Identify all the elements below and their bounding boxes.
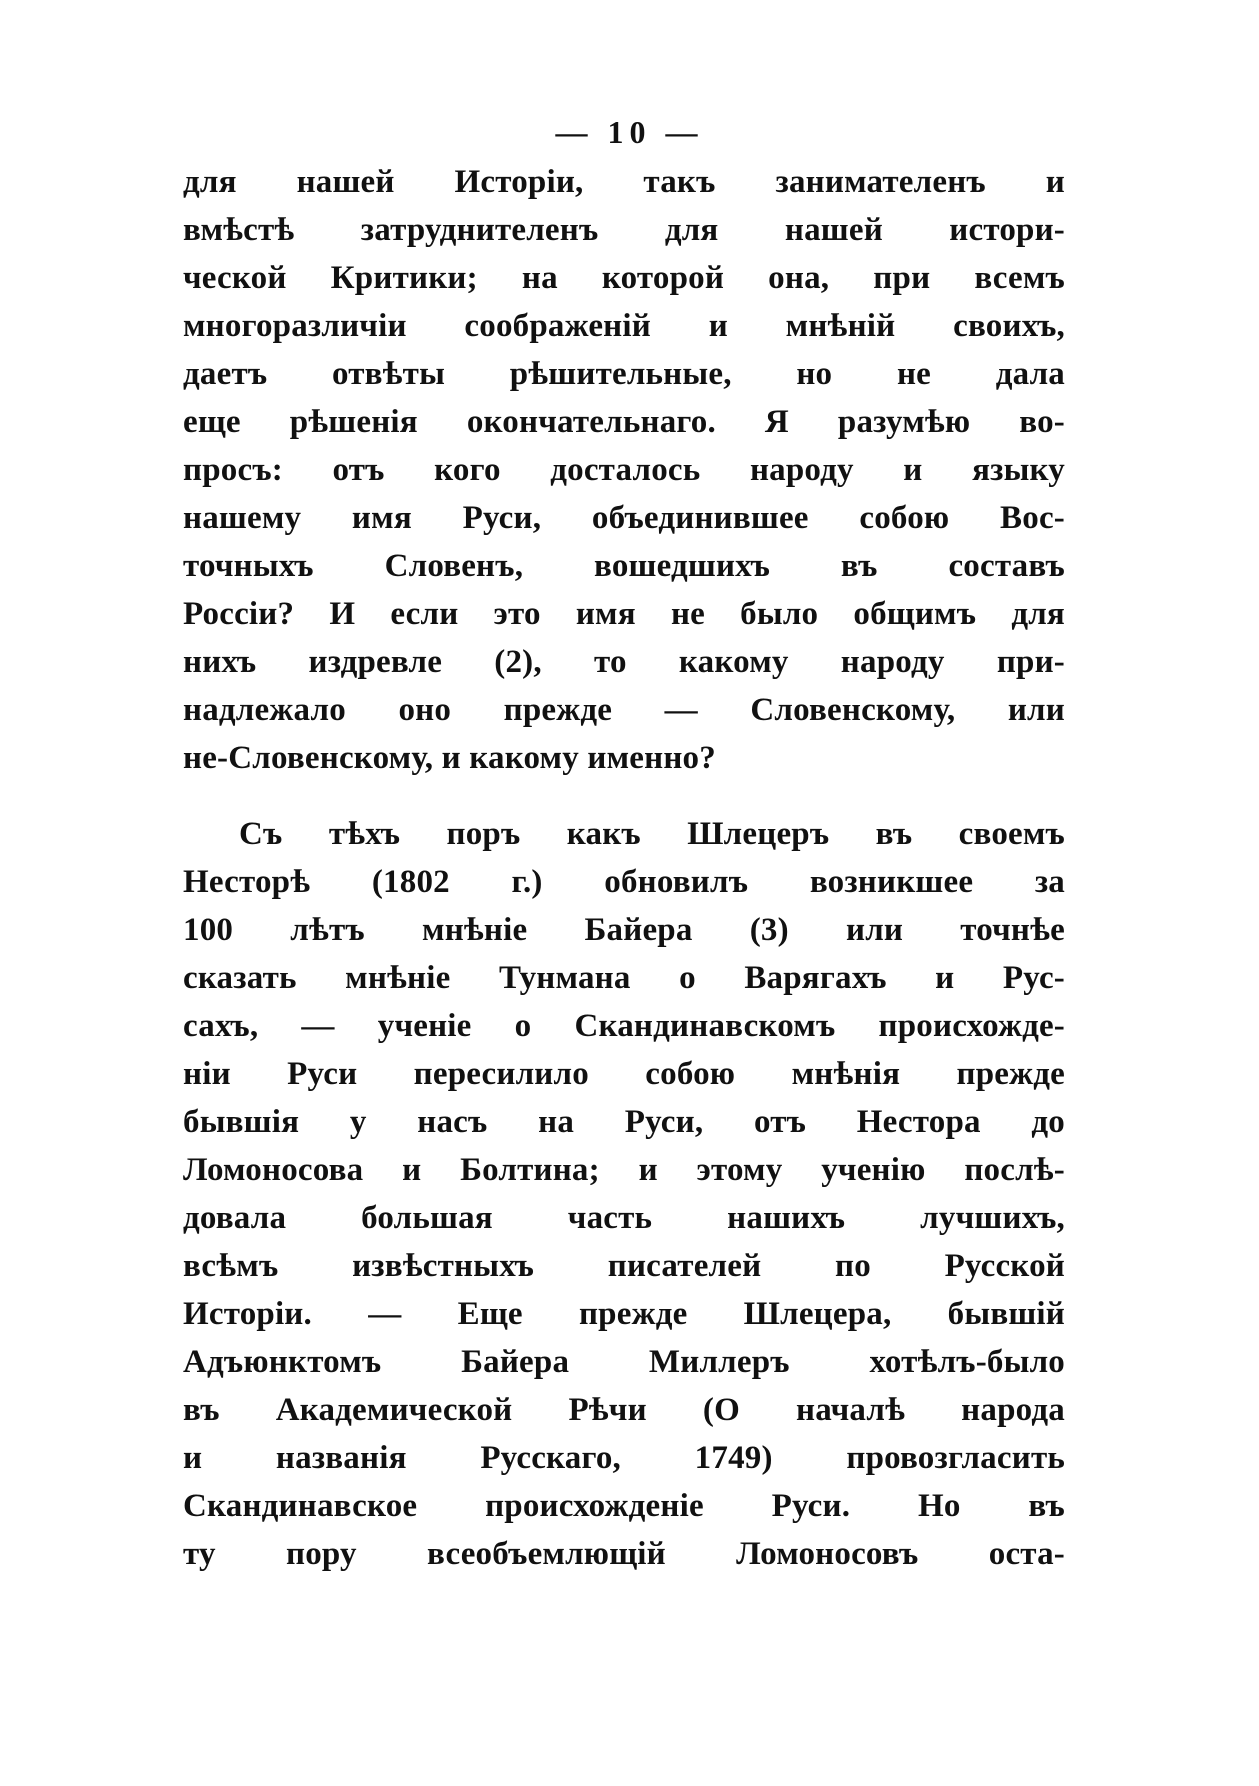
text-line: ту пору всеобъемлющій Ломоносовъ оста- bbox=[183, 1536, 1065, 1572]
text-line: Исторіи. — Еще прежде Шлецера, бывшій bbox=[183, 1296, 1065, 1332]
text-line: Россіи? И если это имя не было общимъ для bbox=[183, 596, 1065, 632]
text-line: и названія Русскаго, 1749) провозгласить bbox=[183, 1440, 1065, 1476]
text-line: въ Академической Рѣчи (О началѣ народа bbox=[183, 1392, 1065, 1428]
text-line: даетъ отвѣты рѣшительные, но не дала bbox=[183, 356, 1065, 392]
text-line: надлежало оно прежде — Словенскому, или bbox=[183, 692, 1065, 728]
paragraph-1 bbox=[183, 158, 1065, 782]
text-line: еще рѣшенія окончательнаго. Я разумѣю во- bbox=[183, 404, 1065, 440]
text-line: довала большая часть нашихъ лучшихъ, bbox=[183, 1200, 1065, 1236]
text-line: сказать мнѣніе Тунмана о Варягахъ и Рус- bbox=[183, 960, 1065, 996]
text-line: Несторѣ (1802 г.) обновилъ возникшее за bbox=[183, 864, 1065, 900]
text-line: 100 лѣтъ мнѣніе Байера (3) или точнѣе bbox=[183, 912, 1065, 948]
text-line: Ломоносова и Болтина; и этому ученію послѣ- bbox=[183, 1152, 1065, 1188]
text-line: нашему имя Руси, объединившее собою Вос- bbox=[183, 500, 1065, 536]
text-line: ческой Критики; на которой она, при всемъ bbox=[183, 260, 1065, 296]
text-line: не-Словенскому, и какому именно? bbox=[183, 740, 716, 776]
text-line: всѣмъ извѣстныхъ писателей по Русской bbox=[183, 1248, 1065, 1284]
text-line: многоразличіи соображеній и мнѣній своихъ, bbox=[183, 308, 1065, 344]
text-line: для нашей Исторіи, такъ занимателенъ и bbox=[183, 164, 1065, 200]
text-line: бывшія у насъ на Руси, отъ Нестора до bbox=[183, 1104, 1065, 1140]
text-line: Адъюнктомъ Байера Миллеръ хотѣлъ-было bbox=[183, 1344, 1065, 1380]
text-line: нихъ издревле (2), то какому народу при- bbox=[183, 644, 1065, 680]
text-line: точныхъ Словенъ, вошедшихъ въ составъ bbox=[183, 548, 1065, 584]
text-line: Скандинавское происхожденіе Руси. Но въ bbox=[183, 1488, 1065, 1524]
text-line: сахъ, — ученіе о Скандинавскомъ происхожде- bbox=[183, 1008, 1065, 1044]
page-number: — 10 — bbox=[555, 114, 704, 150]
text-line: ніи Руси пересилило собою мнѣнія прежде bbox=[183, 1056, 1065, 1092]
text-line: Съ тѣхъ поръ какъ Шлецеръ въ своемъ bbox=[239, 816, 1065, 852]
text-line: просъ: отъ кого досталось народу и языку bbox=[183, 452, 1065, 488]
text-line: вмѣстѣ затруднителенъ для нашей истори- bbox=[183, 212, 1065, 248]
paragraph-2 bbox=[183, 810, 1065, 1578]
